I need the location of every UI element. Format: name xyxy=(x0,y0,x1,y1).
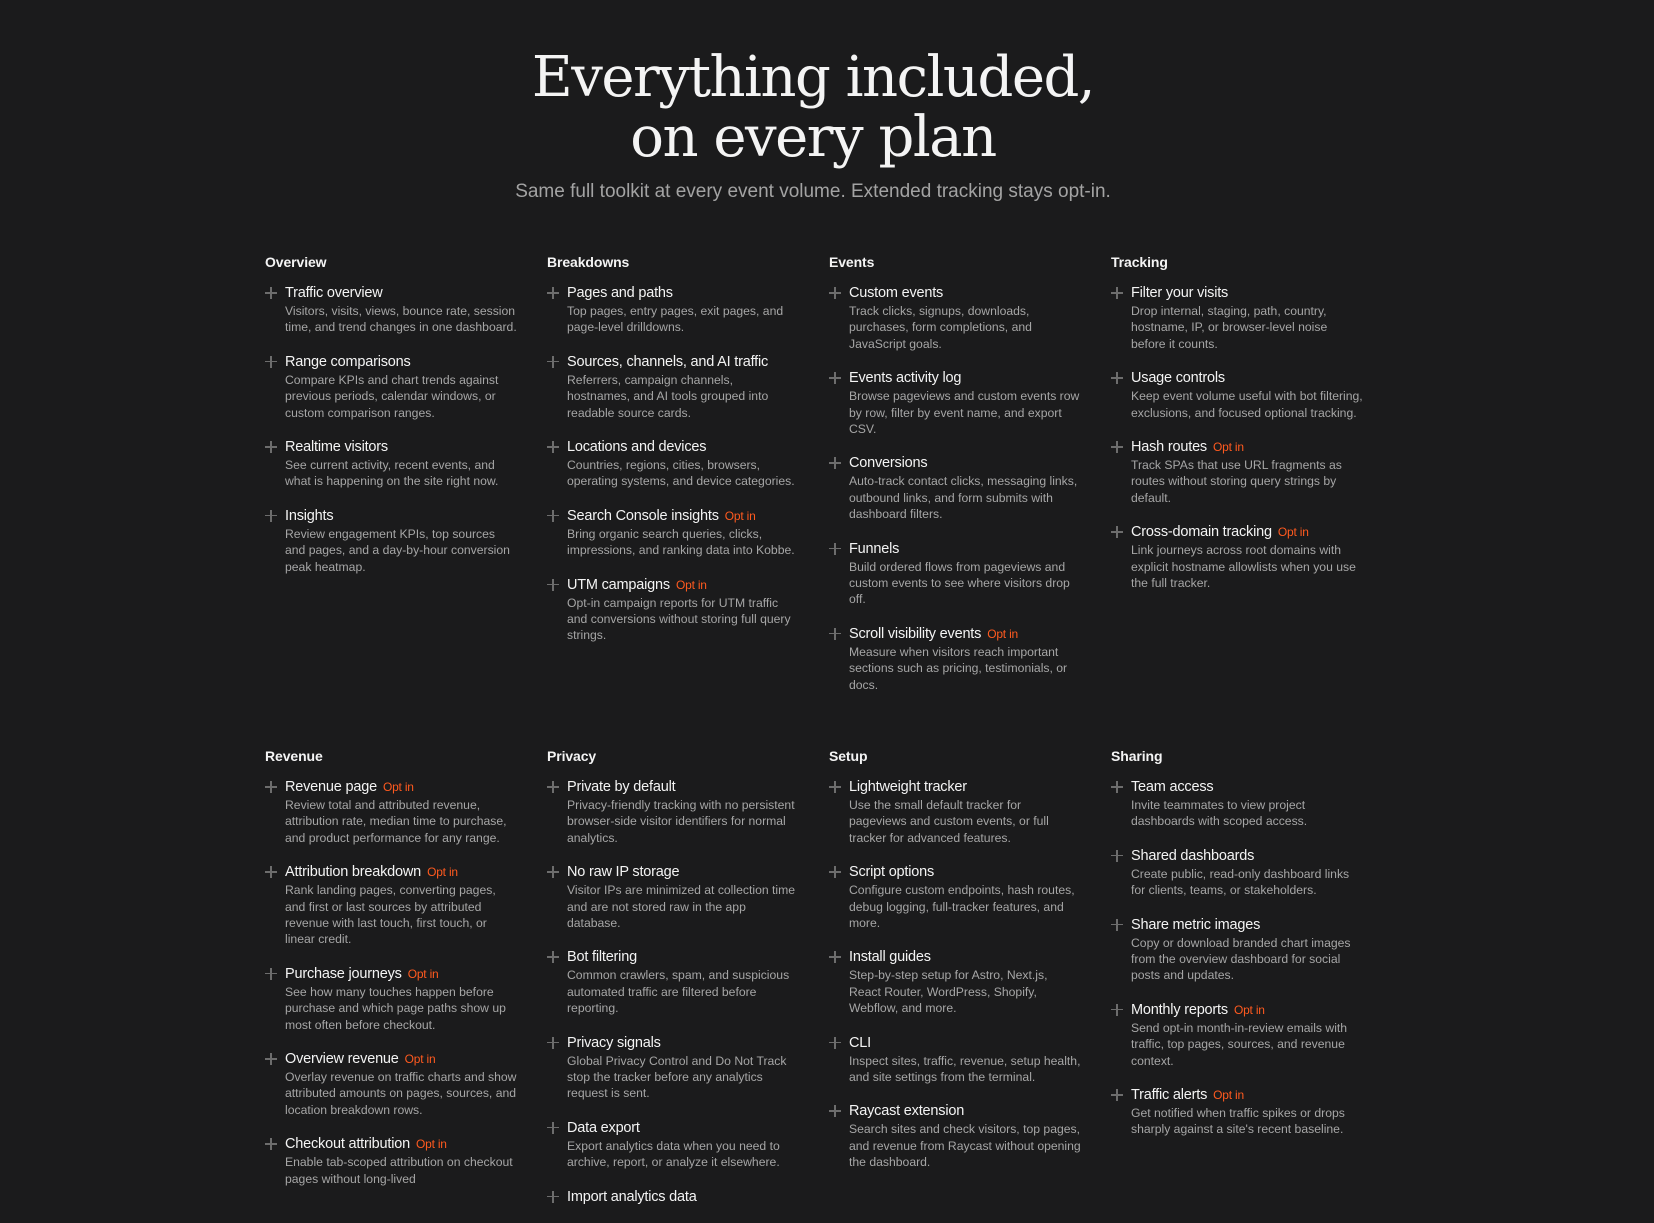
feature-title-row xyxy=(567,777,799,797)
page-title-line-2: on every plan xyxy=(630,105,996,170)
feature-title-row xyxy=(1131,1000,1363,1020)
feature-title: Locations and devices xyxy=(567,439,707,456)
plus-icon xyxy=(547,1122,559,1134)
feature-description: Measure when visitors reach important sections such as pricing, testimonials, or docs. xyxy=(849,644,1068,692)
opt-in-badge: Opt in xyxy=(407,966,439,981)
feature-title: Monthly reports xyxy=(1131,1001,1228,1018)
feature-title-row xyxy=(567,1187,799,1207)
feature-title: Range comparisons xyxy=(285,353,411,370)
feature-title: Overview revenue xyxy=(285,1051,399,1068)
feature-description: Common crawlers, spam, and suspicious automated traffic are filtered before reporting. xyxy=(567,968,790,1016)
feature-item-events-activity-log xyxy=(829,368,1081,437)
feature-title-row xyxy=(285,964,517,984)
feature-title: Team access xyxy=(1131,779,1214,795)
feature-item-bot-filtering xyxy=(547,947,799,1016)
feature-title-row xyxy=(849,947,1081,967)
page-title xyxy=(0,45,1626,170)
feature-description: Create public, read-only dashboard links for clients, teams, or stakeholders. xyxy=(1131,866,1350,898)
feature-title-row xyxy=(1131,522,1363,542)
feature-item-cli xyxy=(829,1033,1081,1086)
feature-title-row xyxy=(567,862,799,882)
feature-item-script-options xyxy=(829,862,1081,931)
feature-column-breakdowns xyxy=(547,253,829,709)
column-title: Revenue xyxy=(265,748,323,764)
feature-item-share-metric-images xyxy=(1111,915,1363,984)
feature-title-row xyxy=(567,437,799,457)
feature-description: Send opt-in month-in-review emails with traffic, top pages, sources, and revenue context. xyxy=(1131,1020,1348,1068)
feature-title-row xyxy=(1131,1085,1363,1105)
feature-title-row xyxy=(1131,368,1363,388)
feature-title: Import analytics data xyxy=(567,1188,697,1205)
feature-item-filter-your-visits xyxy=(1111,283,1363,352)
feature-title-row xyxy=(849,539,1081,559)
feature-description: Build ordered flows from pageviews and custom events to see where visitors drop off. xyxy=(849,559,1070,607)
feature-item-utm-campaigns xyxy=(547,575,799,644)
feature-item-revenue-page xyxy=(265,777,517,846)
plus-icon xyxy=(547,1037,559,1049)
feature-description: Drop internal, staging, path, country, hostname, IP, or browser-level noise before it counts. xyxy=(1131,304,1328,351)
feature-title: Shared dashboards xyxy=(1131,847,1255,864)
feature-title: Pages and paths xyxy=(567,285,673,301)
feature-title-row xyxy=(567,1118,799,1138)
feature-item-install-guides xyxy=(829,947,1081,1016)
feature-description: Invite teammates to view project dashboards with scoped access. xyxy=(1131,798,1308,829)
feature-item-custom-events xyxy=(829,283,1081,352)
plus-icon xyxy=(547,1191,559,1203)
feature-title: Custom events xyxy=(849,285,944,301)
feature-column-revenue xyxy=(265,747,547,1223)
feature-title-row xyxy=(285,1134,517,1154)
feature-item-attribution-breakdown xyxy=(265,862,517,948)
feature-item-usage-controls xyxy=(1111,368,1363,421)
feature-description: See how many touches happen before purchase and which page paths show up most often before checkout. xyxy=(285,984,506,1032)
feature-item-purchase-journeys xyxy=(265,964,517,1033)
opt-in-badge: Opt in xyxy=(427,865,458,880)
feature-title: Bot filtering xyxy=(567,949,637,966)
feature-title-row xyxy=(1131,437,1363,457)
feature-description: Enable tab-scoped attribution on checkout pages without long-lived xyxy=(285,1155,513,1186)
plus-icon xyxy=(829,457,841,469)
feature-description: See current activity, recent events, and what is happening on the site right now. xyxy=(285,458,499,489)
feature-title: Install guides xyxy=(849,949,931,966)
plus-icon xyxy=(265,356,277,368)
feature-item-shared-dashboards xyxy=(1111,846,1363,899)
feature-description: Visitors, visits, views, bounce rate, session time, and trend changes in one dashboard. xyxy=(285,304,517,335)
feature-description: Bring organic search queries, clicks, impressions, and ranking data into Kobbe. xyxy=(567,526,795,558)
feature-title: Filter your visits xyxy=(1131,285,1229,301)
feature-description: Review engagement KPIs, top sources and pages, and a day-by-hour conversion peak heatmap. xyxy=(285,526,510,574)
feature-description: Link journeys across root domains with explicit hostname allowlists when you use the full tracker. xyxy=(1131,543,1356,591)
feature-title-row xyxy=(567,575,799,595)
plus-icon xyxy=(547,510,559,522)
feature-title: Checkout attribution xyxy=(285,1136,410,1153)
opt-in-badge: Opt in xyxy=(724,508,756,523)
feature-description: Use the small default tracker for pageviews and custom events, or full tracker for advanced features. xyxy=(849,798,1049,845)
plus-icon xyxy=(1111,1004,1123,1016)
feature-description: Compare KPIs and chart trends against previous periods, calendar windows, or custom comparison ranges. xyxy=(285,372,499,420)
feature-title-row xyxy=(567,1033,799,1053)
column-title: Overview xyxy=(265,254,327,270)
plus-icon xyxy=(547,356,559,368)
feature-description: Overlay revenue on traffic charts and show attributed amounts on pages, sources, and location breakdown rows. xyxy=(285,1070,517,1117)
feature-title: Private by default xyxy=(567,779,676,795)
feature-item-overview-revenue xyxy=(265,1049,517,1118)
hero xyxy=(0,45,1626,204)
feature-title: Realtime visitors xyxy=(285,439,388,456)
feature-description: Get notified when traffic spikes or drops sharply against a site's recent baseline. xyxy=(1131,1106,1345,1137)
feature-title-row xyxy=(849,1101,1081,1121)
feature-item-sources-channels-and-ai-traffic xyxy=(547,352,799,421)
feature-description: Top pages, entry pages, exit pages, and page-level drilldowns. xyxy=(567,304,784,335)
feature-description: Inspect sites, traffic, revenue, setup health, and site settings from the terminal. xyxy=(849,1053,1081,1085)
page-title-line-1: Everything included, xyxy=(531,45,1095,110)
feature-description: Referrers, campaign channels, hostnames, and AI tools grouped into readable source cards. xyxy=(567,372,769,420)
feature-title-row xyxy=(285,1049,517,1069)
column-title: Breakdowns xyxy=(547,254,630,270)
feature-title-row xyxy=(849,283,1081,303)
plus-icon xyxy=(1111,781,1123,793)
feature-title: Privacy signals xyxy=(567,1034,661,1051)
feature-item-locations-and-devices xyxy=(547,437,799,490)
plus-icon xyxy=(1111,850,1123,862)
plus-icon xyxy=(829,1037,841,1049)
opt-in-badge: Opt in xyxy=(1277,525,1309,540)
feature-title: Attribution breakdown xyxy=(285,864,422,881)
feature-title-row xyxy=(849,453,1081,473)
plus-icon xyxy=(265,441,277,453)
feature-title-row xyxy=(849,368,1081,388)
feature-title: Script options xyxy=(849,864,935,881)
plus-icon xyxy=(829,951,841,963)
feature-item-monthly-reports xyxy=(1111,1000,1363,1069)
feature-description: Global Privacy Control and Do Not Track stop the tracker before any analytics request is sent. xyxy=(567,1053,787,1101)
feature-item-no-raw-ip-storage xyxy=(547,862,799,931)
feature-description: Search sites and check visitors, top pages, and revenue from Raycast without opening the dashboard. xyxy=(849,1122,1081,1170)
feature-item-hash-routes xyxy=(1111,437,1363,506)
feature-title: No raw IP storage xyxy=(567,864,680,881)
feature-title: Usage controls xyxy=(1131,370,1225,387)
feature-description: Configure custom endpoints, hash routes, debug logging, full-tracker features, and more. xyxy=(849,883,1075,931)
feature-title-row xyxy=(285,437,517,457)
plus-icon xyxy=(265,510,277,522)
feature-title: CLI xyxy=(849,1034,871,1051)
feature-column-overview xyxy=(265,253,547,709)
opt-in-badge: Opt in xyxy=(382,780,414,794)
opt-in-badge: Opt in xyxy=(415,1137,447,1152)
feature-description: Export analytics data when you need to archive, report, or analyze it elsewhere. xyxy=(567,1138,780,1170)
plus-icon xyxy=(829,543,841,555)
feature-title-row xyxy=(1131,846,1363,866)
feature-item-scroll-visibility-events xyxy=(829,624,1081,693)
feature-title-row xyxy=(849,862,1081,882)
feature-description: Privacy-friendly tracking with no persistent browser-side visitor identifiers for normal analytics. xyxy=(567,798,795,845)
feature-description: Keep event volume useful with bot filtering, exclusions, and focused optional tracking. xyxy=(1131,389,1363,420)
opt-in-badge: Opt in xyxy=(1213,1088,1244,1103)
feature-title-row xyxy=(285,352,517,372)
plus-icon xyxy=(829,372,841,384)
plus-icon xyxy=(829,781,841,793)
opt-in-badge: Opt in xyxy=(1212,440,1244,455)
feature-item-pages-and-paths xyxy=(547,283,799,336)
feature-item-team-access xyxy=(1111,777,1363,830)
plus-icon xyxy=(1111,1089,1123,1101)
feature-column-privacy xyxy=(547,747,829,1223)
plus-icon xyxy=(829,628,841,640)
feature-title: Cross-domain tracking xyxy=(1131,524,1272,541)
feature-title: Events activity log xyxy=(849,370,962,387)
plus-icon xyxy=(265,287,277,299)
plus-icon xyxy=(547,781,559,793)
feature-title: Share metric images xyxy=(1131,916,1261,933)
opt-in-badge: Opt in xyxy=(404,1052,436,1067)
feature-title-row xyxy=(567,352,799,372)
feature-title: Search Console insights xyxy=(567,507,719,524)
plus-icon xyxy=(829,866,841,878)
feature-title: Hash routes xyxy=(1131,439,1207,456)
plus-icon xyxy=(547,287,559,299)
opt-in-badge: Opt in xyxy=(1233,1002,1265,1017)
feature-title-row xyxy=(567,283,799,303)
feature-description: Copy or download branded chart images from the overview dashboard for social posts and updates. xyxy=(1131,935,1351,983)
plus-icon xyxy=(547,441,559,453)
plus-icon xyxy=(265,781,277,793)
feature-column-setup xyxy=(829,747,1111,1223)
feature-title: UTM campaigns xyxy=(567,576,670,593)
column-title: Events xyxy=(829,254,875,270)
feature-grid-top xyxy=(265,253,1393,709)
feature-title-row xyxy=(849,624,1081,644)
feature-title: Raycast extension xyxy=(849,1103,965,1120)
feature-title: Scroll visibility events xyxy=(849,625,982,642)
plus-icon xyxy=(1111,441,1123,453)
plus-icon xyxy=(829,287,841,299)
feature-title: Data export xyxy=(567,1119,640,1136)
feature-title: Insights xyxy=(285,507,334,524)
feature-description: Opt-in campaign reports for UTM traffic and conversions without storing full query strings. xyxy=(567,595,791,643)
feature-description: Browse pageviews and custom events row by row, filter by event name, and export CSV. xyxy=(849,389,1080,437)
feature-description: Track SPAs that use URL fragments as routes without storing query strings by default. xyxy=(1131,458,1342,505)
column-title: Setup xyxy=(829,748,868,764)
column-title: Tracking xyxy=(1111,254,1168,270)
feature-item-checkout-attribution xyxy=(265,1134,517,1187)
feature-item-privacy-signals xyxy=(547,1033,799,1102)
feature-item-search-console-insights xyxy=(547,506,799,559)
feature-title-row xyxy=(285,862,517,882)
feature-item-range-comparisons xyxy=(265,352,517,421)
feature-item-traffic-alerts xyxy=(1111,1085,1363,1138)
feature-item-lightweight-tracker xyxy=(829,777,1081,846)
feature-item-data-export xyxy=(547,1118,799,1171)
column-title: Sharing xyxy=(1111,748,1163,764)
page-subtitle: Same full toolkit at every event volume. Extended tracking stays opt-in. xyxy=(515,181,1111,202)
feature-column-events xyxy=(829,253,1111,709)
feature-item-conversions xyxy=(829,453,1081,522)
feature-title: Sources, channels, and AI traffic xyxy=(567,353,769,370)
feature-description: Rank landing pages, converting pages, and first or last sources by attributed revenue with last touch, first touch, or linear credit. xyxy=(285,883,496,947)
feature-title-row xyxy=(567,506,799,526)
feature-description: Step-by-step setup for Astro, Next.js, React Router, WordPress, Shopify, Webflow, and more. xyxy=(849,968,1048,1016)
plus-icon xyxy=(265,968,277,980)
feature-description: Review total and attributed revenue, attribution rate, median time to purchase, and product performance for any range. xyxy=(285,798,507,845)
feature-title-row xyxy=(567,947,799,967)
feature-title: Traffic overview xyxy=(285,285,383,301)
feature-title-row xyxy=(1131,915,1363,935)
column-title: Privacy xyxy=(547,748,597,764)
plus-icon xyxy=(1111,372,1123,384)
feature-description: Visitor IPs are minimized at collection time and are not stored raw in the app database. xyxy=(567,883,796,931)
feature-title: Purchase journeys xyxy=(285,965,402,982)
feature-item-private-by-default xyxy=(547,777,799,846)
plus-icon xyxy=(547,579,559,591)
feature-title-row xyxy=(1131,777,1363,797)
feature-item-insights xyxy=(265,506,517,575)
feature-title: Traffic alerts xyxy=(1131,1087,1208,1104)
feature-column-sharing xyxy=(1111,747,1393,1223)
feature-item-traffic-overview xyxy=(265,283,517,336)
plus-icon xyxy=(1111,287,1123,299)
feature-grid-bottom xyxy=(265,747,1393,1223)
plus-icon xyxy=(547,866,559,878)
feature-title-row xyxy=(849,1033,1081,1053)
feature-item-cross-domain-tracking xyxy=(1111,522,1363,591)
feature-item-realtime-visitors xyxy=(265,437,517,490)
feature-title-row xyxy=(1131,283,1363,303)
feature-title: Lightweight tracker xyxy=(849,779,967,795)
opt-in-badge: Opt in xyxy=(987,626,1019,641)
feature-title: Funnels xyxy=(849,540,900,557)
feature-title-row xyxy=(285,283,517,303)
feature-title: Conversions xyxy=(849,455,928,472)
plus-icon xyxy=(547,951,559,963)
plus-icon xyxy=(265,1053,277,1065)
opt-in-badge: Opt in xyxy=(675,577,707,592)
feature-item-import-analytics-data xyxy=(547,1187,799,1207)
feature-description: Countries, regions, cities, browsers, operating systems, and device categories. xyxy=(567,458,795,489)
plus-icon xyxy=(265,1138,277,1150)
plus-icon xyxy=(265,866,277,878)
feature-title: Revenue page xyxy=(285,779,377,795)
feature-item-funnels xyxy=(829,539,1081,608)
feature-description: Track clicks, signups, downloads, purchases, form completions, and JavaScript goals. xyxy=(849,304,1032,351)
feature-description: Auto-track contact clicks, messaging links, outbound links, and form submits with dashboard filters. xyxy=(849,474,1078,522)
plus-icon xyxy=(1111,919,1123,931)
feature-item-raycast-extension xyxy=(829,1101,1081,1170)
feature-title-row xyxy=(285,506,517,526)
plus-icon xyxy=(1111,526,1123,538)
plus-icon xyxy=(829,1105,841,1117)
feature-column-tracking xyxy=(1111,253,1393,709)
feature-title-row xyxy=(849,777,1081,797)
feature-title-row xyxy=(285,777,517,797)
